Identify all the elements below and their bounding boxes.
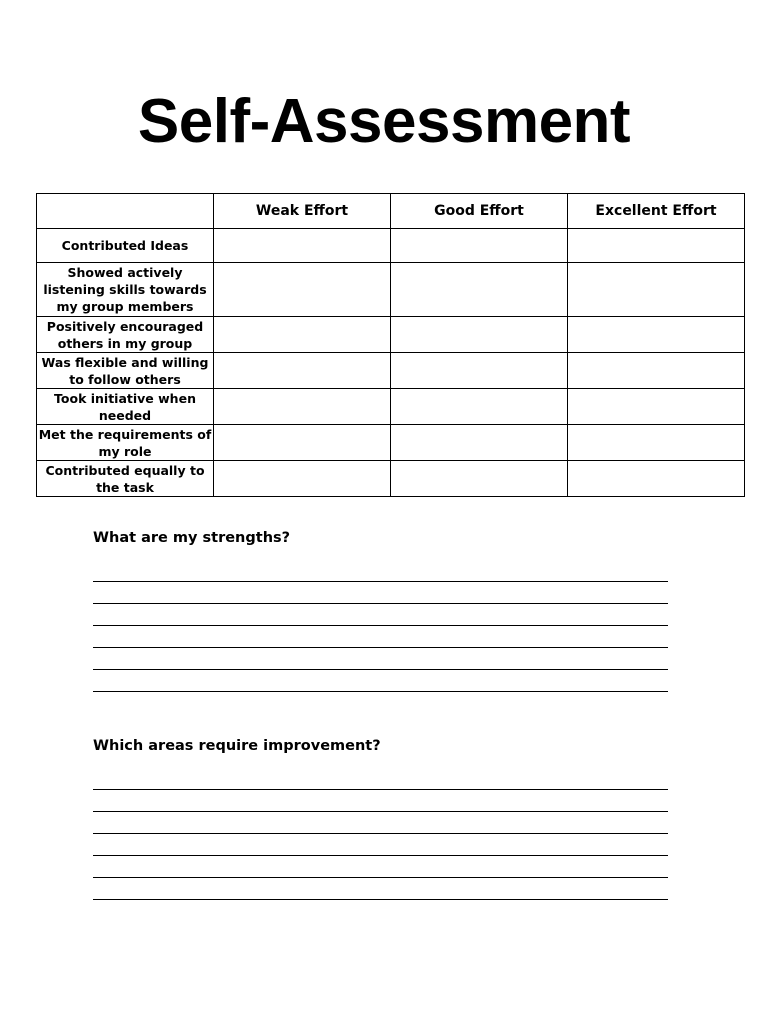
improvement-answer-lines[interactable] — [93, 768, 668, 900]
column-header-good: Good Effort — [391, 194, 568, 229]
rating-cell-excellent[interactable] — [568, 389, 745, 425]
answer-line[interactable] — [93, 812, 668, 834]
criterion-label: Contributed equally to the task — [37, 461, 214, 497]
rating-cell-weak[interactable] — [214, 425, 391, 461]
rating-cell-excellent[interactable] — [568, 317, 745, 353]
table-row — [37, 389, 745, 425]
answer-line[interactable] — [93, 604, 668, 626]
table-row — [37, 461, 745, 497]
answer-line[interactable] — [93, 878, 668, 900]
rating-cell-weak[interactable] — [214, 263, 391, 317]
rating-cell-good[interactable] — [391, 425, 568, 461]
rating-cell-good[interactable] — [391, 317, 568, 353]
table-row — [37, 263, 745, 317]
improvement-question: Which areas require improvement? — [93, 738, 381, 754]
rating-cell-excellent[interactable] — [568, 353, 745, 389]
rating-cell-weak[interactable] — [214, 389, 391, 425]
rating-cell-weak[interactable] — [214, 229, 391, 263]
rating-cell-good[interactable] — [391, 229, 568, 263]
answer-line[interactable] — [93, 834, 668, 856]
strengths-answer-lines[interactable] — [93, 560, 668, 692]
rating-cell-good[interactable] — [391, 389, 568, 425]
table-row — [37, 229, 745, 263]
criterion-label: Met the requirements of my role — [37, 425, 214, 461]
answer-line[interactable] — [93, 648, 668, 670]
answer-line[interactable] — [93, 582, 668, 604]
page-title: Self-Assessment — [137, 87, 631, 156]
rating-cell-good[interactable] — [391, 353, 568, 389]
column-header-excellent: Excellent Effort — [568, 194, 745, 229]
rating-cell-good[interactable] — [391, 461, 568, 497]
column-header-weak: Weak Effort — [214, 194, 391, 229]
criterion-label: Took initiative when needed — [37, 389, 214, 425]
rating-cell-weak[interactable] — [214, 353, 391, 389]
rating-cell-weak[interactable] — [214, 317, 391, 353]
rating-cell-excellent[interactable] — [568, 425, 745, 461]
answer-line[interactable] — [93, 856, 668, 878]
assessment-table — [36, 193, 745, 497]
answer-line[interactable] — [93, 626, 668, 648]
table-row — [37, 425, 745, 461]
answer-line[interactable] — [93, 560, 668, 582]
table-row — [37, 317, 745, 353]
strengths-question: What are my strengths? — [93, 530, 291, 546]
answer-line[interactable] — [93, 768, 668, 790]
table-row — [37, 353, 745, 389]
table-header-row — [37, 194, 745, 229]
answer-line[interactable] — [93, 790, 668, 812]
rating-cell-excellent[interactable] — [568, 461, 745, 497]
rating-cell-excellent[interactable] — [568, 263, 745, 317]
rating-cell-weak[interactable] — [214, 461, 391, 497]
criterion-label: Positively encouraged others in my group — [37, 317, 214, 353]
criterion-label: Contributed Ideas — [37, 229, 214, 263]
rating-cell-good[interactable] — [391, 263, 568, 317]
table-corner — [37, 194, 214, 229]
criterion-label: Was flexible and willing to follow others — [37, 353, 214, 389]
rating-cell-excellent[interactable] — [568, 229, 745, 263]
answer-line[interactable] — [93, 670, 668, 692]
criterion-label: Showed actively listening skills towards my group members — [37, 263, 214, 317]
